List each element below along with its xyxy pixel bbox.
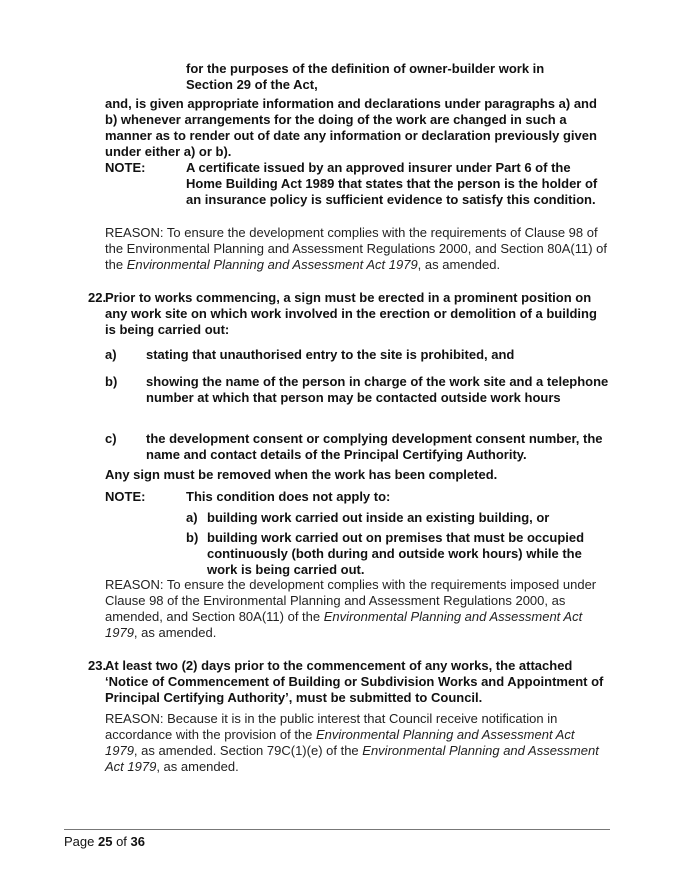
removal-text: Any sign must be removed when the work has been completed. <box>105 467 498 482</box>
page-footer <box>64 834 145 849</box>
footer-of: of <box>112 834 131 849</box>
and-clause-text: and, is given appropriate information and declarations under paragraphs a) and b) whenever arrangements for the doing of the work are changed in such a manner as to render out of date any information or declaration previously given under either a) or b). <box>105 96 597 159</box>
act-title: Environmental Planning and Assessment Act 1979 <box>105 727 575 758</box>
condition-number: 22. <box>88 290 107 305</box>
list-label: a) <box>105 347 117 362</box>
reason-prefix: REASON: To ensure the development complies with the requirements imposed under Clause 98 of the Environmental Planning and Assessment Regulations 2000, as amended, and Section 80A(11) of the <box>105 577 597 624</box>
list-label: b) <box>186 530 199 545</box>
current-page: 25 <box>97 834 113 849</box>
reason-suffix: , as amended. <box>417 257 501 272</box>
continuation-text: for the purposes of the definition of owner-builder work in Section 29 of the Act, <box>186 61 545 92</box>
reason-mid: , as amended. Section 79C(1)(e) of the <box>133 743 363 758</box>
footer-divider <box>64 829 610 830</box>
list-label: c) <box>105 431 117 446</box>
list-item: stating that unauthorised entry to the site is prohibited, and <box>146 347 515 362</box>
condition-number: 23. <box>88 658 107 673</box>
reason-prefix: REASON: Because it is in the public interest that Council receive notification in accordance with the provision of the <box>105 711 558 742</box>
reason-text <box>105 577 610 641</box>
reason-suffix: , as amended. <box>156 759 239 774</box>
footer-prefix: Page <box>64 834 98 849</box>
total-pages: 36 <box>130 834 145 849</box>
note-text: A certificate issued by an approved insurer under Part 6 of the Home Building Act 1989 that states that the person is the holder of an insurance policy is sufficient evidence to satisfy this condition. <box>186 160 598 207</box>
condition-text: At least two (2) days prior to the commencement of any works, the attached ‘Notice of Commencement of Building or Subdivision Works and Appointment of Principal Certifying Authority’, must be submitted to Council. <box>105 658 604 705</box>
act-title: Environmental Planning and Assessment Act 1979 <box>105 743 599 774</box>
reason-suffix: , as amended. <box>133 625 217 640</box>
list-item: building work carried out inside an existing building, or <box>207 510 550 525</box>
condition-text: Prior to works commencing, a sign must be erected in a prominent position on any work site on which work involved in the erection or demolition of a building is being carried out: <box>105 290 597 337</box>
act-title: Environmental Planning and Assessment Act 1979 <box>105 609 583 640</box>
act-title: Environmental Planning and Assessment Act 1979 <box>126 257 418 272</box>
reason-prefix: REASON: To ensure the development complies with the requirements of Clause 98 of the Environmental Planning and Assessment Regulations 2000, and Section 80A(11) of the <box>105 225 608 272</box>
note-text: This condition does not apply to: <box>186 489 391 504</box>
note-label: NOTE: <box>105 489 146 504</box>
note-label: NOTE: <box>105 160 146 175</box>
list-label: a) <box>186 510 198 525</box>
reason-text <box>105 225 610 273</box>
list-item: the development consent or complying development consent number, the name and contact details of the Principal Certifying Authority. <box>146 431 603 462</box>
list-item: showing the name of the person in charge of the work site and a telephone number at which that person may be contacted outside work hours <box>146 374 609 405</box>
list-label: b) <box>105 374 118 389</box>
reason-text <box>105 711 610 775</box>
list-item: building work carried out on premises that must be occupied continuously (both during and outside work hours) while the work is being carried out. <box>207 530 585 577</box>
